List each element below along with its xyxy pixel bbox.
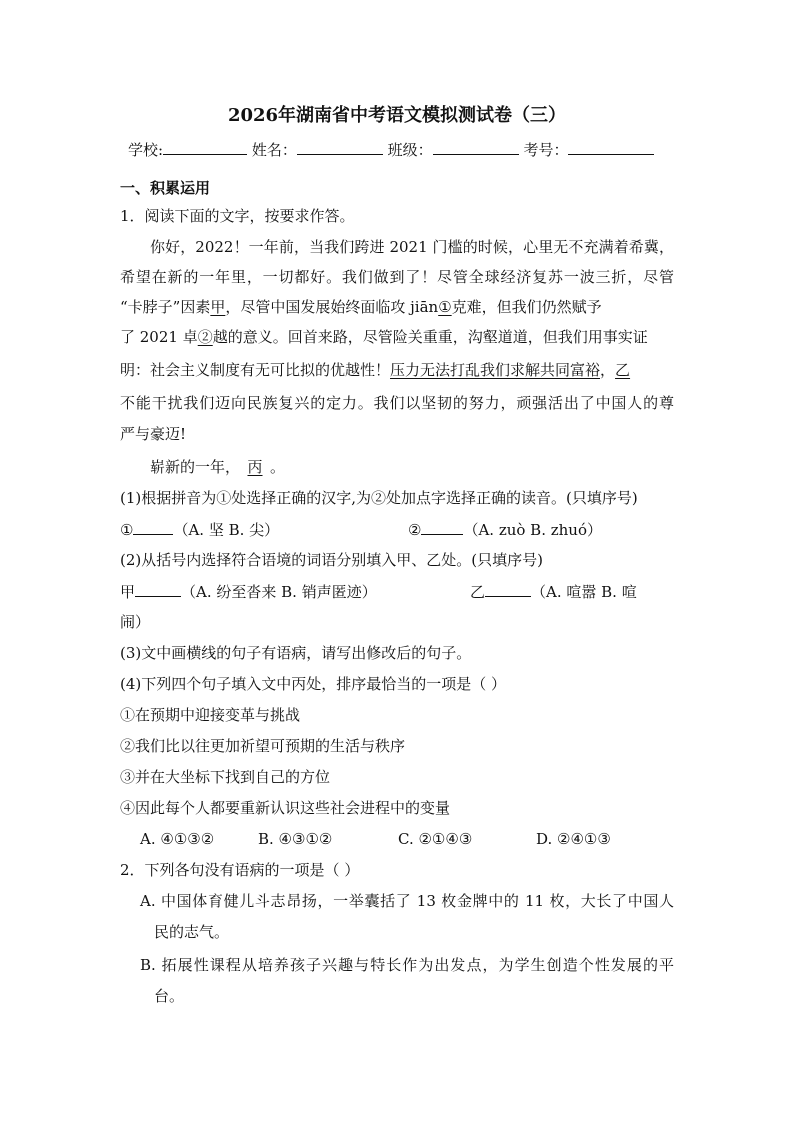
option-a-continuation: 民的志气。 [154,923,230,941]
class-label: 班级： [387,141,433,159]
class-field[interactable] [433,139,519,155]
item-label: 乙 [470,583,486,601]
sub-question-3: (3)文中画横线的句子有语病，请写出修改后的句子。 [120,644,472,662]
option-a-line[interactable]: A. 中国体育健儿斗志昂扬，一举囊括了 13 枚金牌中的 11 枚，大长了中国人 [140,892,674,910]
options-continuation: 闹） [120,613,151,631]
passage-line [120,297,674,317]
sentence-1: ①在预期中迎接变革与挑战 [120,706,301,724]
choice-b[interactable]: B. ④③①② [258,830,333,848]
options-text: （A. 纷至沓来 B. 销声匿迹） [181,583,377,601]
answer-line-yi [470,581,637,602]
options-text: （A. 喧嚣 B. 喧 [531,583,637,601]
blank-bing: 丙 [247,458,263,476]
passage-text: “卡脖子”因素 [120,298,211,316]
passage-text: 。 [270,458,286,476]
passage-text: 崭新的一年， [150,458,241,476]
passage-line: 希望在新的一年里，一切都好。我们做到了！尽管全球经济复苏一波三折，尽管 [120,268,674,286]
option-b-line[interactable]: B. 拓展性课程从培养孩子兴趣与特长作为出发点，为学生创造个性发展的平 [140,956,674,974]
name-field[interactable] [297,139,383,155]
passage-line [120,360,639,380]
answer-line-jia [120,581,377,602]
student-info-row [128,139,654,160]
sub-question-2: (2)从括号内选择符合语境的词语分别填入甲、乙处。(只填序号) [120,551,543,569]
answer-blank-jia[interactable] [135,581,181,597]
answer-blank-2[interactable] [421,519,463,535]
exam-number-field[interactable] [568,139,654,155]
passage-line: 不能干扰我们迈向民族复兴的定力。我们以坚韧的努力，顽强活出了中国人的尊 [120,394,674,412]
exam-number-label: 考号： [523,141,569,159]
blank-jia: 甲 [210,298,226,316]
passage-line [150,457,285,477]
question-2-stem: 2．下列各句没有语病的一项是（ ） [120,861,360,879]
passage-text: 越的意义。回首来路，尽管险关重重，沟壑道道，但我们用事实证 [212,328,648,346]
blank-1: ① [438,298,452,316]
school-field[interactable] [163,139,247,155]
answer-blank-1[interactable] [133,519,173,535]
item-label: ② [408,521,422,539]
sentence-2: ②我们比以往更加祈望可预期的生活与秩序 [120,737,406,755]
passage-text: ， [600,361,616,379]
question-1-stem: 1．阅读下面的文字，按要求作答。 [120,207,355,225]
answer-line-2 [408,519,602,540]
sentence-4: ④因此每个人都要重新认识这些社会进程中的变量 [120,799,451,817]
passage-text: 克难，但我们仍然赋予 [451,298,602,316]
underlined-sentence: 压力无法打乱我们求解共同富裕 [390,361,601,379]
passage-line: 你好，2022！一年前，当我们跨进 2021 门槛的时候，心里无不充满着希冀， [150,238,674,256]
passage-text: 明：社会主义制度有无可比拟的优越性！ [120,361,391,379]
options-text: （A. zuò B. zhuó） [463,521,602,539]
passage-text: 了 2021 卓 [120,328,198,346]
choice-d[interactable]: D. ②④①③ [536,830,611,848]
sub-question-1: (1)根据拼音为①处选择正确的汉字,为②处加点字选择正确的读音。(只填序号) [120,489,638,507]
item-label: ① [120,521,134,539]
blank-yi: 乙 [615,361,631,379]
choice-c[interactable]: C. ②①④③ [398,830,473,848]
answer-blank-yi[interactable] [485,581,531,597]
option-b-continuation: 台。 [154,987,185,1005]
options-text: （A. 坚 B. 尖） [173,521,280,539]
sentence-3: ③并在大坐标下找到自己的方位 [120,768,331,786]
sub-question-4: (4)下列四个句子填入文中丙处，排序最恰当的一项是（ ） [120,675,507,693]
passage-text: ，尽管中国发展始终面临攻 jiān [225,298,439,316]
section-heading: 一、积累运用 [120,179,211,197]
passage-line: 严与豪迈! [120,425,187,443]
passage-line [120,327,648,347]
name-label: 姓名： [251,141,297,159]
answer-line-1 [120,519,279,540]
choice-a[interactable]: A. ④①③② [140,830,215,848]
school-label: 学校: [128,141,164,159]
blank-2: ② [197,328,213,346]
item-label: 甲 [120,583,136,601]
exam-title: 2026年湖南省中考语文模拟测试卷（三） [227,105,567,126]
